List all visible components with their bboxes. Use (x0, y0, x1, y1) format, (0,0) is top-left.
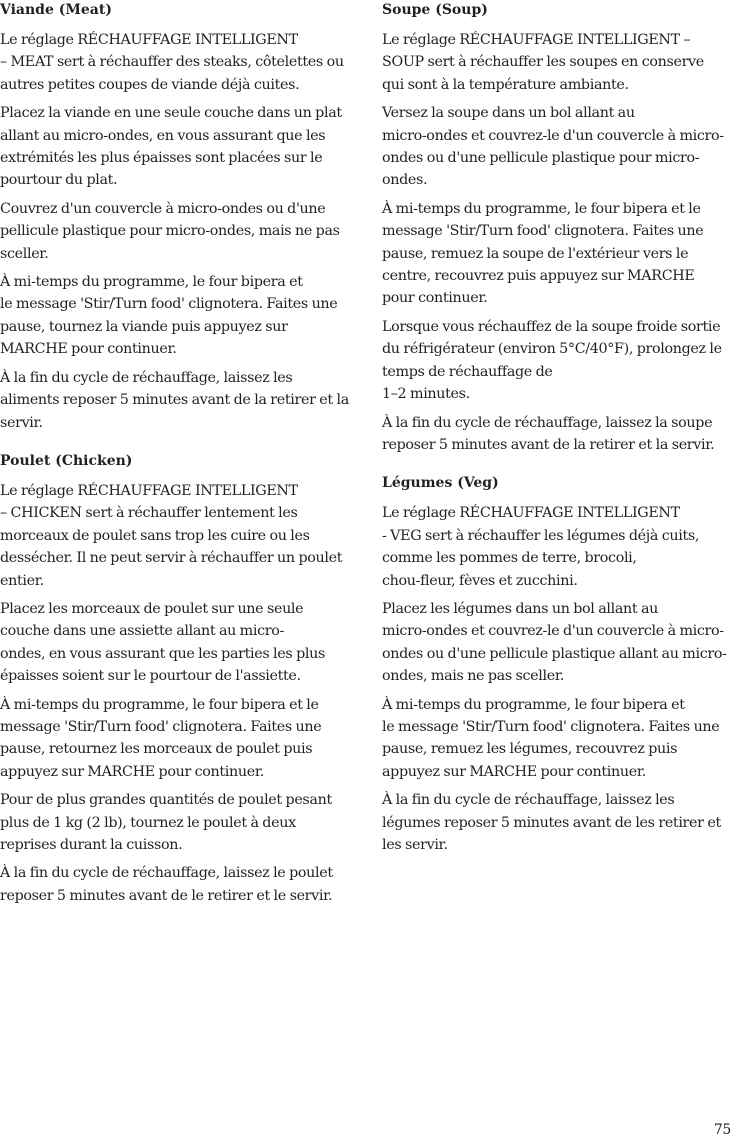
section-soup (382, 0, 728, 456)
left-column (0, 0, 352, 924)
section-heading-meat: Viande (Meat) (0, 2, 112, 18)
paragraph: À mi-temps du programme, le four bipera et le message 'Stir/Turn food' clignotera. Faites une pause, remuez la soupe de l'extérieur vers le centre, recouvrez puis appuyez sur MARCHE pour continuer. (382, 200, 704, 307)
paragraph: Lorsque vous réchauffez de la soupe froide sortie du réfrigérateur (environ 5°C/40°F), prolongez le temps de réchauffage de 1–2 minutes. (382, 318, 722, 403)
section-veg (382, 473, 728, 856)
paragraph: À la fin du cycle de réchauffage, laissez les aliments reposer 5 minutes avant de la retirer et la servir. (0, 369, 349, 431)
paragraph: À la fin du cycle de réchauffage, laissez la soupe reposer 5 minutes avant de la retirer et la servir. (382, 414, 715, 453)
paragraph: À mi-temps du programme, le four bipera et le message 'Stir/Turn food' clignotera. Faites une pause, retournez les morceaux de poulet puis appuyez sur MARCHE pour continuer. (0, 696, 322, 780)
section-heading-veg: Légumes (Veg) (382, 475, 499, 492)
right-column (382, 0, 728, 873)
section-heading-chicken: Poulet (Chicken) (0, 452, 133, 469)
paragraph: Le réglage RÉCHAUFFAGE INTELLIGENT – CHICKEN sert à réchauffer lentement les morceaux de poulet sans trop les cuire ou les dessécher. Il ne peut servir à réchauffer un poulet entier. (0, 482, 343, 589)
paragraph: Versez la soupe dans un bol allant au micro-ondes et couvrez-le d'un couvercle à micro-ondes ou d'une pellicule plastique pour micro-ondes. (382, 105, 724, 189)
paragraph: À mi-temps du programme, le four bipera et le message 'Stir/Turn food' clignotera. Faites une pause, tournez la viande puis appuyez sur MARCHE pour continuer. (0, 274, 338, 358)
section-heading-soup: Soupe (Soup) (382, 2, 488, 18)
paragraph: Placez la viande en une seule couche dans un plat allant au micro-ondes, en vous assurant que les extrémités les plus épaisses sont placées sur le pourtour du plat. (0, 105, 342, 189)
paragraph: Placez les morceaux de poulet sur une seule couche dans une assiette allant au micro- ondes, en vous assurant que les parties les plus épaisses soient sur le pourtour de l'assiette. (0, 600, 325, 685)
paragraph: Couvrez d'un couvercle à micro-ondes ou d'une pellicule plastique pour micro-ondes, mais ne pas sceller. (0, 200, 340, 262)
page-number: 75 (713, 1122, 731, 1138)
paragraph: À la fin du cycle de réchauffage, laissez le poulet reposer 5 minutes avant de le retirer et le servir. (0, 865, 333, 904)
paragraph: À la fin du cycle de réchauffage, laissez les légumes reposer 5 minutes avant de les retirer et les servir. (382, 792, 721, 853)
paragraph: Le réglage RÉCHAUFFAGE INTELLIGENT - VEG sert à réchauffer les légumes déjà cuits, comme les pommes de terre, brocoli, chou-fleur, fèves et zucchini. (382, 505, 700, 589)
paragraph: Pour de plus grandes quantités de poulet pesant plus de 1 kg (2 lb), tournez le poulet à deux reprises durant la cuisson. (0, 792, 332, 853)
paragraph: À mi-temps du programme, le four bipera et le message 'Stir/Turn food' clignotera. Faites une pause, remuez les légumes, recouvrez puis appuyez sur MARCHE pour continuer. (382, 696, 720, 780)
paragraph: Le réglage RÉCHAUFFAGE INTELLIGENT – SOUP sert à réchauffer les soupes en conserve qui sont à la température ambiante. (382, 32, 704, 93)
paragraph: Le réglage RÉCHAUFFAGE INTELLIGENT – MEAT sert à réchauffer des steaks, côtelettes ou autres petites coupes de viande déjà cuites. (0, 32, 344, 93)
section-meat (0, 0, 352, 434)
section-chicken (0, 451, 352, 907)
paragraph: Placez les légumes dans un bol allant au micro-ondes et couvrez-le d'un couvercle à micro-ondes ou d'une pellicule plastique allant au micro-ondes, mais ne pas sceller. (382, 600, 727, 685)
